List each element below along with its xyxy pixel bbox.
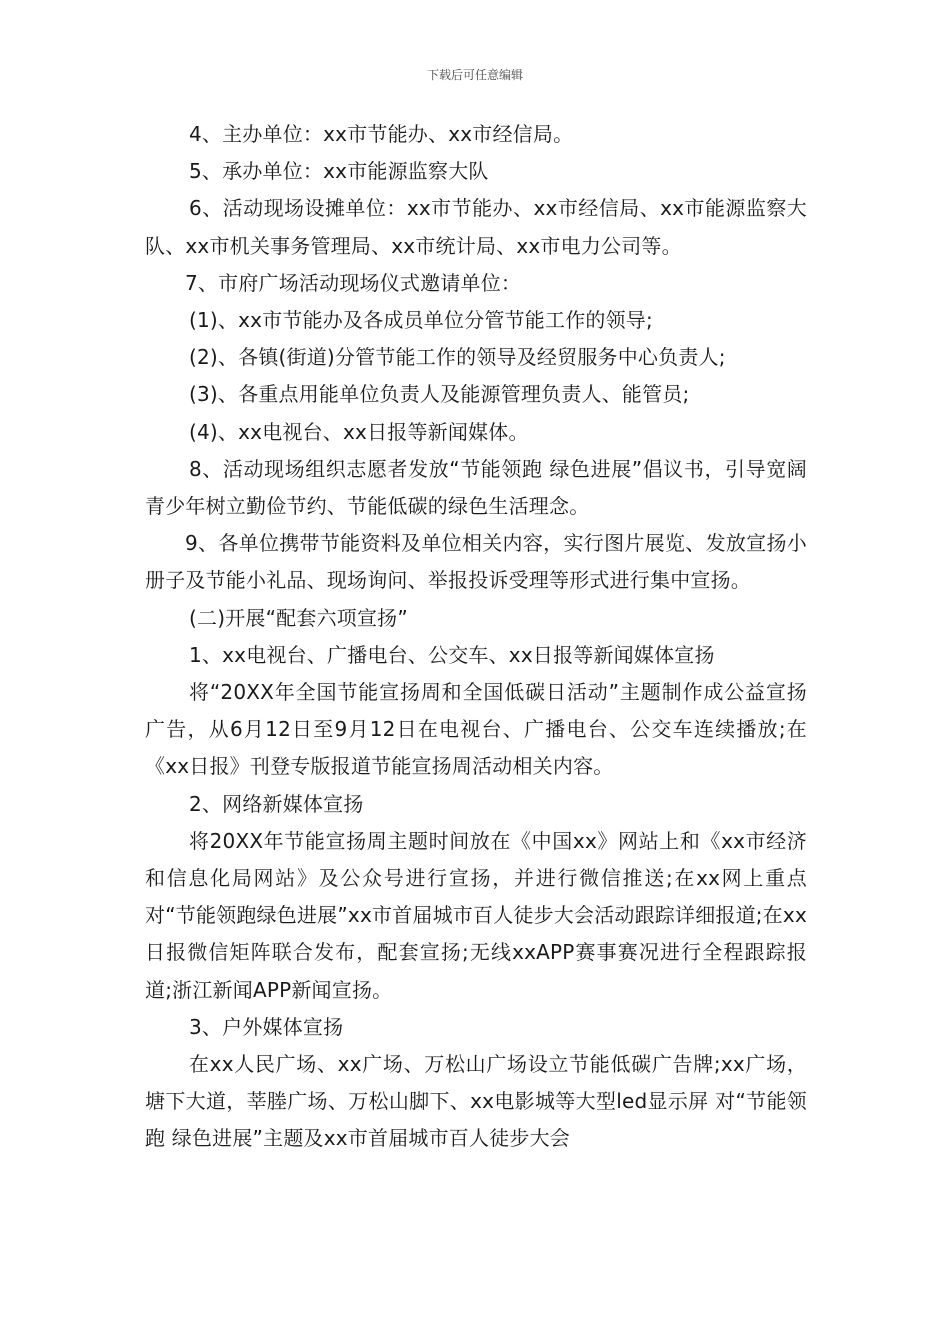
section-heading-six-campaigns: (二)开展“配套六项宣扬”	[189, 605, 408, 630]
paragraph-invited-item-1: (1)、xx市节能办及各成员单位分管节能工作的领导;	[189, 308, 653, 333]
page-header-note: 下载后可任意编辑	[426, 68, 523, 82]
subheading-network-media: 2、网络新媒体宣扬	[189, 791, 364, 816]
paragraph-booth-units: 6、活动现场设摊单位：xx市节能办、xx市经信局、xx市能源监察大队、xx市机关事务管理局、xx市统计局、xx市电力公司等。	[145, 196, 807, 258]
paragraph-outdoor-media: 在xx人民广场、xx广场、万松山广场设立节能低碳广告牌;xx广场，塘下大道，莘塍广场、万松山脚下、xx电影城等大型led显示屏 对“节能领跑 绿色进展”主题及xx市首届城市百人徒步大会	[145, 1052, 807, 1151]
subheading-outdoor-media: 3、户外媒体宣扬	[189, 1014, 344, 1039]
paragraph-invited-item-3: (3)、各重点用能单位负责人及能源管理负责人、能管员;	[189, 382, 690, 407]
paragraph-organizer: 4、主办单位：xx市节能办、xx市经信局。	[189, 122, 574, 146]
paragraph-volunteers: 8、活动现场组织志愿者发放“节能领跑 绿色进展”倡议书，引导宽阔青少年树立勤俭节约、节能低碳的绿色生活理念。	[145, 456, 807, 519]
paragraph-invited-item-4: (4)、xx电视台、xx日报等新闻媒体。	[189, 419, 529, 444]
paragraph-invited-item-2: (2)、各镇(街道)分管节能工作的领导及经贸服务中心负责人;	[189, 345, 726, 370]
subheading-tv-radio: 1、xx电视台、广播电台、公交车、xx日报等新闻媒体宣扬	[189, 642, 715, 667]
paragraph-unit-materials: 9、各单位携带节能资料及单位相关内容，实行图片展览、发放宣扬小册子及节能小礼品、现场询问、举报投诉受理等形式进行集中宣扬。	[145, 531, 807, 593]
paragraph-undertaker: 5、承办单位：xx市能源监察大队	[189, 159, 489, 184]
document-body	[145, 116, 807, 1158]
paragraph-network-media: 将20XX年节能宣扬周主题时间放在《中国xx》网站上和《xx市经济和信息化局网站》及公众号进行宣扬，并进行微信推送;在xx网上重点对“节能领跑绿色进展”xx市首届城市百人徒步大会活动跟踪详细报道;在xx日报微信矩阵联合发布，配套宣扬;无线xxAPP赛事赛况进行全程跟踪报道;浙江新闻APP新闻宣扬。	[145, 828, 808, 1002]
paragraph-tv-radio: 将“20XX年全国节能宣扬周和全国低碳日活动”主题制作成公益宣扬广告，从6月12日至9月12日在电视台、广播电台、公交车连续播放;在《xx日报》刊登专版报道节能宣扬周活动相关内容。	[145, 680, 807, 779]
paragraph-invited-units: 7、市府广场活动现场仪式邀请单位：	[185, 270, 522, 295]
